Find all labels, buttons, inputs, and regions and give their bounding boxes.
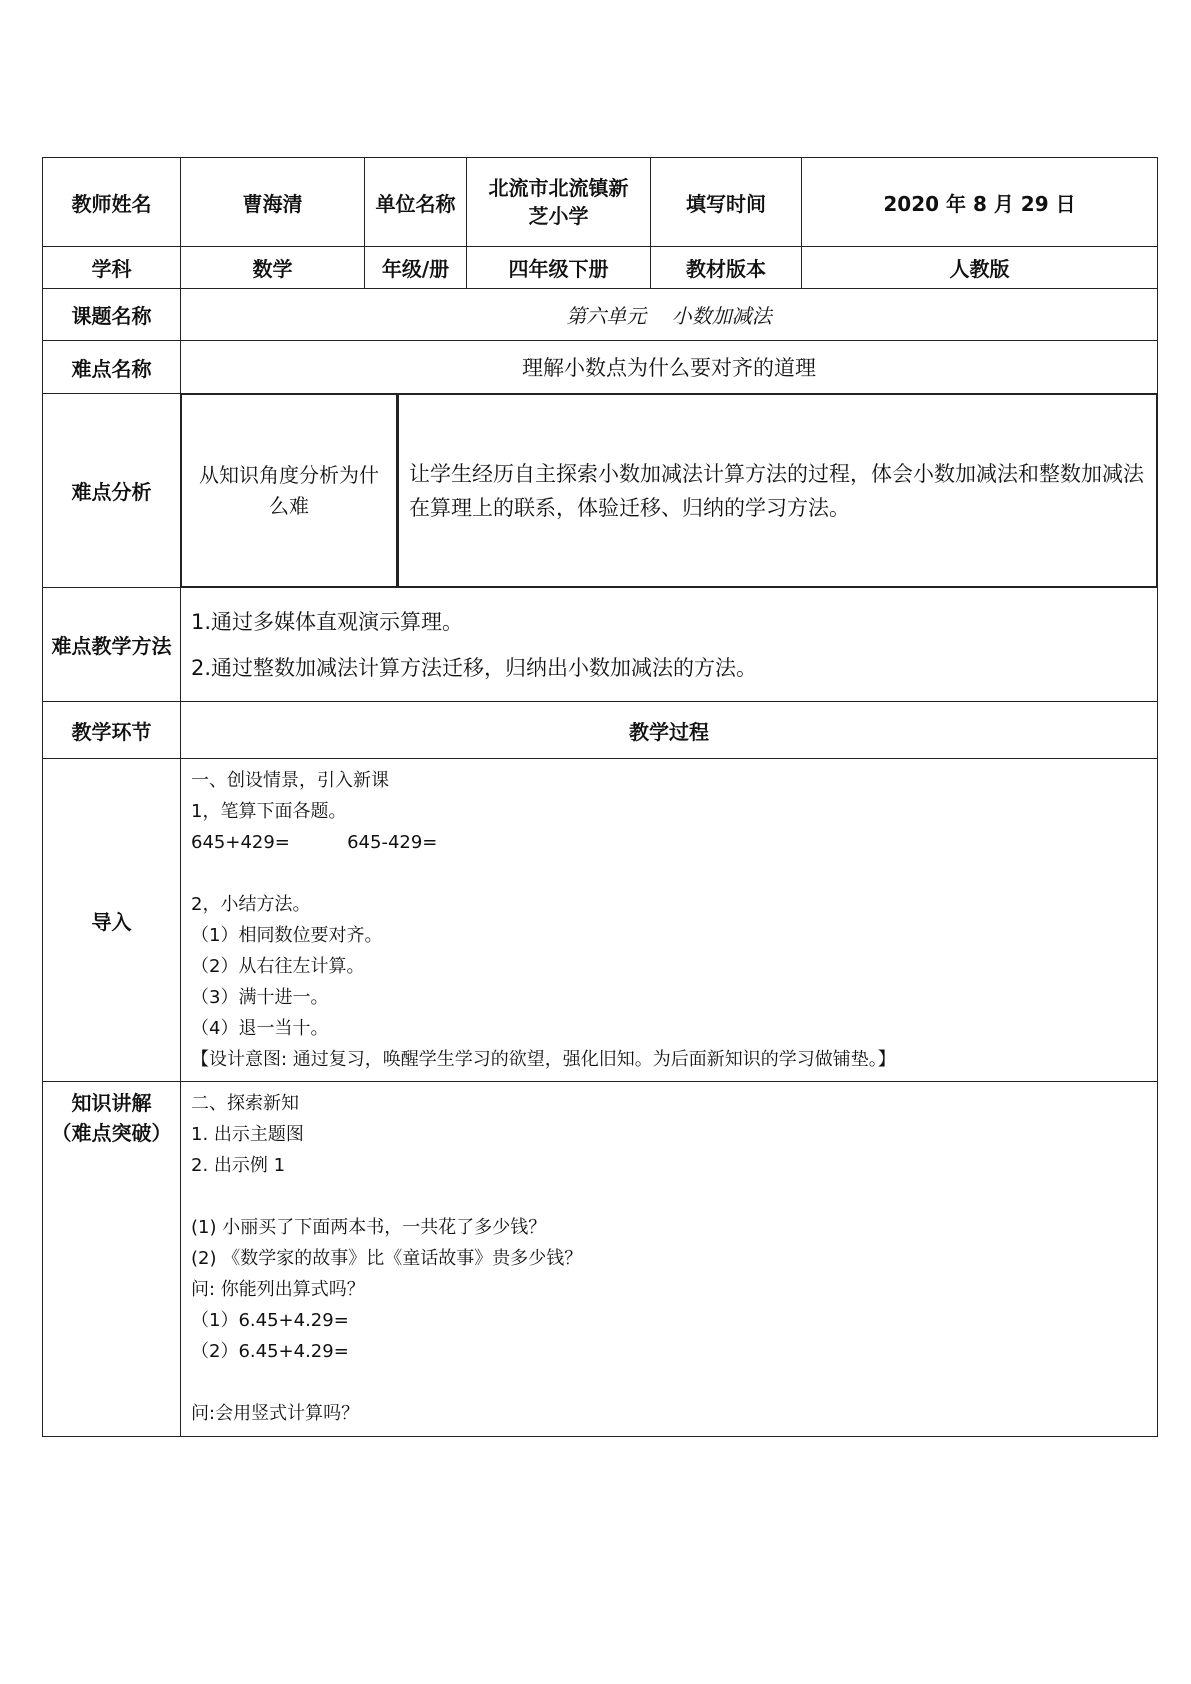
- intro-line: 2，小结方法。: [191, 894, 311, 915]
- teacher-name-value: 曹海清: [181, 158, 365, 247]
- knowledge-line: (1) 小丽买了下面两本书，一共花了多少钱？: [191, 1217, 547, 1238]
- intro-line: 一、创设情景，引入新课: [191, 770, 389, 791]
- unit-name-value: 北流市北流镇新芝小学: [467, 158, 651, 247]
- intro-line: 645+429= 645-429=: [191, 832, 438, 853]
- intro-line: （1）相同数位要对齐。: [191, 925, 383, 946]
- analysis-row: [43, 394, 1158, 588]
- difficulty-row: [43, 341, 1158, 394]
- difficulty-value: 理解小数点为什么要对齐的道理: [181, 341, 1158, 394]
- knowledge-label-line2: （难点突破）: [51, 1121, 172, 1145]
- knowledge-line: 问: 你能列出算式吗？: [191, 1279, 365, 1300]
- lesson-plan-table: [42, 157, 1158, 1437]
- unit-name-label: 单位名称: [365, 158, 467, 247]
- process-header-row: [43, 702, 1158, 759]
- methods-content: [181, 588, 1158, 702]
- knowledge-line: (2) 《数学家的故事》比《童话故事》贵多少钱？: [191, 1248, 583, 1269]
- topic-label: 课题名称: [43, 289, 181, 341]
- methods-label: 难点教学方法: [43, 588, 181, 702]
- method-item: 1.通过多媒体直观演示算理。: [191, 609, 464, 634]
- subject-label: 学科: [43, 247, 181, 289]
- header-row-2: [43, 247, 1158, 289]
- fill-date-value: 2020 年 8 月 29 日: [802, 158, 1158, 247]
- subject-value: 数学: [181, 247, 365, 289]
- edition-value: 人教版: [802, 247, 1158, 289]
- blank-line: [191, 1367, 1147, 1398]
- intro-design-intent: 【设计意图: 通过复习，唤醒学生学习的欲望，强化旧知。为后面新知识的学习做铺垫。】: [191, 1049, 896, 1070]
- knowledge-line: （1）6.45+4.29=: [191, 1310, 349, 1331]
- analysis-sub-label: 从知识角度分析为什么难: [182, 395, 398, 587]
- knowledge-line: 1. 出示主题图: [191, 1124, 304, 1145]
- knowledge-content: [181, 1082, 1158, 1437]
- knowledge-line: 二、探索新知: [191, 1093, 299, 1114]
- analysis-label: 难点分析: [43, 394, 181, 588]
- intro-label: 导入: [43, 759, 181, 1082]
- knowledge-row: [43, 1082, 1158, 1437]
- edition-label: 教材版本: [651, 247, 802, 289]
- difficulty-label: 难点名称: [43, 341, 181, 394]
- blank-line: [191, 858, 1147, 889]
- knowledge-line: 问:会用竖式计算吗？: [191, 1403, 360, 1424]
- methods-row: [43, 588, 1158, 702]
- topic-row: [43, 289, 1158, 341]
- process-content-header: 教学过程: [181, 702, 1158, 759]
- analysis-content: 让学生经历自主探索小数加减法计算方法的过程，体会小数加减法和整数加减法在算理上的联系，体验迁移、归纳的学习方法。: [398, 395, 1157, 587]
- method-item: 2.通过整数加减法计算方法迁移，归纳出小数加减法的方法。: [191, 655, 758, 680]
- lesson-plan-sheet: [42, 157, 1157, 1437]
- topic-value: 第六单元 小数加减法: [181, 289, 1158, 341]
- analysis-inner: [181, 394, 1157, 587]
- grade-label: 年级/册: [365, 247, 467, 289]
- knowledge-line: 2. 出示例 1: [191, 1155, 286, 1176]
- knowledge-label: [43, 1082, 181, 1437]
- intro-line: （2）从右往左计算。: [191, 956, 365, 977]
- fill-date-label: 填写时间: [651, 158, 802, 247]
- blank-line: [191, 1181, 1147, 1212]
- intro-content: [181, 759, 1158, 1082]
- analysis-cell: [181, 394, 1158, 588]
- intro-line: （3）满十进一。: [191, 987, 329, 1008]
- process-stage-label: 教学环节: [43, 702, 181, 759]
- intro-row: [43, 759, 1158, 1082]
- knowledge-line: （2）6.45+4.29=: [191, 1341, 349, 1362]
- teacher-name-label: 教师姓名: [43, 158, 181, 247]
- grade-value: 四年级下册: [467, 247, 651, 289]
- header-row-1: [43, 158, 1158, 247]
- intro-line: 1，笔算下面各题。: [191, 801, 347, 822]
- knowledge-label-line1: 知识讲解: [71, 1091, 152, 1115]
- intro-line: （4）退一当十。: [191, 1018, 329, 1039]
